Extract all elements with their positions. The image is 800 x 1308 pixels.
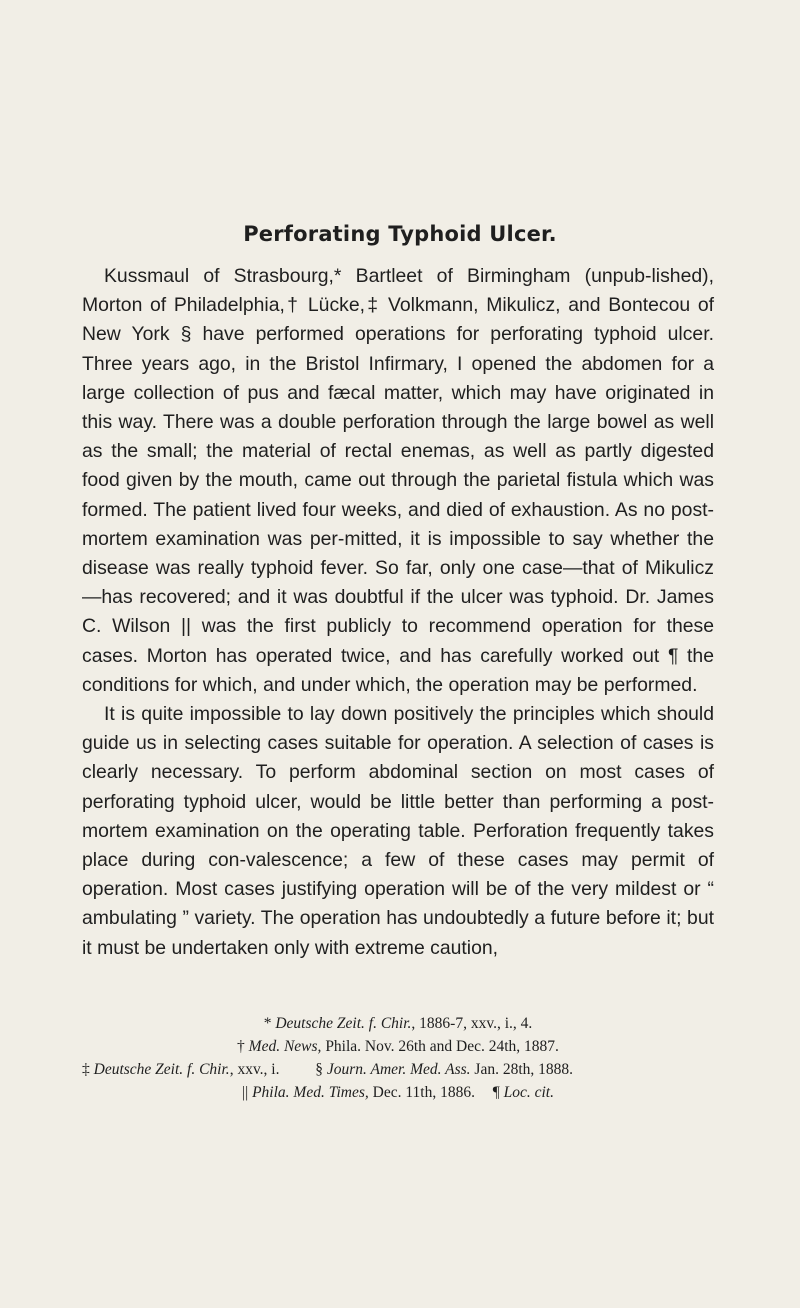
footnote-line-2 xyxy=(82,1035,714,1058)
footnote-mark: § xyxy=(315,1061,323,1078)
page-title: Perforating Typhoid Ulcer. xyxy=(243,222,557,246)
footnote-reference: Jan. 28th, 1888. xyxy=(474,1061,573,1078)
footnote-reference: , xxv., i. xyxy=(229,1061,280,1078)
body-text xyxy=(82,262,714,963)
footnote-line-3 xyxy=(82,1058,714,1081)
footnote-source: Deutsche Zeit. f. Chir. xyxy=(93,1061,230,1078)
footnote-mark: || xyxy=(242,1084,249,1101)
footnote-source: Journ. Amer. Med. Ass. xyxy=(326,1061,471,1078)
footnote-mark: † xyxy=(237,1038,245,1055)
footnotes xyxy=(82,1012,714,1104)
footnote-mark: ¶ xyxy=(492,1084,500,1101)
footnote-source: Phila. Med. Times, xyxy=(252,1084,369,1101)
paragraph-2: It is quite impossible to lay down positively the principles which should guide us in selecting cases suitable for operation. A selection of cases is clearly necessary. To perform abdominal section on most cases of perforating typhoid ulcer, would be little better than performing a post-mortem examination on the operating table. Perforation frequently takes place during con-valescence; a few of these cases may permit of operation. Most cases justifying operation will be of the very mildest or “ ambulating ” variety. The operation has undoubtedly a future before it; but it must be undertaken only with extreme caution, xyxy=(82,703,714,959)
footnote-line-1 xyxy=(82,1012,714,1035)
footnote-reference: Phila. Nov. 26th and Dec. 24th, 1887. xyxy=(325,1038,559,1055)
paragraph-1: Kussmaul of Strasbourg,* Bartleet of Birmingham (unpub-lished), Morton of Philadelphia,† Lücke,‡ Volkmann, Mikulicz, and Bontecou of New York § have performed operations for perforating typhoid ulcer. Three years ago, in the Bristol Infirmary, I opened the abdomen for a large collection of pus and fæcal matter, which may have originated in this way. There was a double perforation through the large bowel as well as the small; the material of rectal enemas, as well as partly digested food given by the mouth, came out through the parietal fistula which was formed. The patient lived four weeks, and died of exhaustion. As no post-mortem examination was per-mitted, it is impossible to say whether the disease was really typhoid fever. So far, only one case—that of Mikulicz—has recovered; and it was doubtful if the ulcer was typhoid. Dr. James C. Wilson || was the first publicly to recommend operation for these cases. Morton has operated twice, and has carefully worked out ¶ the conditions for which, and under which, the operation may be performed. xyxy=(82,265,714,696)
footnote-source: Med. News, xyxy=(248,1038,322,1055)
footnote-reference: Dec. 11th, 1886. xyxy=(372,1084,475,1101)
footnote-mark: * xyxy=(263,1015,272,1032)
footnote-reference: , 1886-7, xxv., i., 4. xyxy=(411,1015,533,1032)
footnote-line-4 xyxy=(82,1081,714,1104)
footnote-source: Loc. cit. xyxy=(503,1084,554,1101)
footnote-source: Deutsche Zeit. f. Chir. xyxy=(275,1015,412,1032)
footnote-mark: ‡ xyxy=(82,1061,90,1078)
